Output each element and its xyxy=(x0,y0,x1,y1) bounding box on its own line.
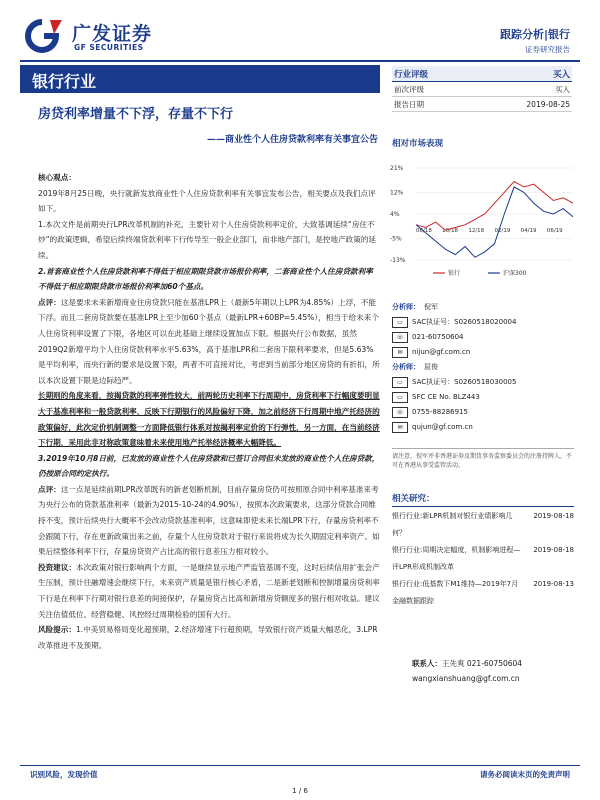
related-item[interactable] xyxy=(392,542,574,576)
report-title: 房贷利率增量不下浮，存量不下行 xyxy=(38,107,234,122)
analyst-2-sac-row xyxy=(392,375,574,390)
contact-email[interactable]: wangxianshuang@gf.com.cn xyxy=(412,674,520,683)
rating-label: 行业评级 xyxy=(394,69,429,80)
related-item-text: 银行行业:新LPR机制对银行业绩影响几何？ xyxy=(392,512,513,537)
date-value: 2019-08-25 xyxy=(526,99,570,109)
analyst-1-sac: SAC执证号：S0260518020004 xyxy=(412,318,517,326)
id-card-icon: ▭ xyxy=(392,377,408,388)
y-tick-label: -5% xyxy=(390,235,402,243)
related-item-date: 2019-08-18 xyxy=(533,546,574,554)
analyst-2-name: 屈俊 xyxy=(424,363,438,371)
analyst-disclaimer: 请注意，倪军并非香港证券及期货事务监察委员会的注册持牌人，不可在香港从事受监管活动。 xyxy=(392,448,574,470)
related-research-list xyxy=(392,508,574,610)
footer-slogan: 识别风险，发现价值 xyxy=(30,770,98,779)
paragraph-9 xyxy=(38,622,380,653)
comment-label-2: 点评： xyxy=(38,484,61,494)
risk-text: 1.中美贸易格局变化超预期，2.经济增速下行超预期，导致银行资产质量大幅恶化，3.LPR改革推进不及预期。 xyxy=(38,625,378,650)
rating-row-date xyxy=(392,97,572,112)
footer-disclaimer: 请务必阅读末页的免责声明 xyxy=(480,770,570,779)
y-tick-label: 12% xyxy=(390,189,404,197)
report-subtype: 证券研究报告 xyxy=(525,45,570,54)
header-divider xyxy=(20,60,580,62)
x-tick-label: 04/19 xyxy=(520,227,537,234)
mail-icon: ✉ xyxy=(392,347,408,358)
analyst-2-tel-row xyxy=(392,405,574,420)
rating-row-prev xyxy=(392,82,572,97)
related-item-date: 2019-08-18 xyxy=(533,512,574,520)
comment-label-1: 点评： xyxy=(38,297,61,307)
analyst-1-name: 倪军 xyxy=(424,303,438,311)
paragraph-8 xyxy=(38,560,380,622)
date-label: 报告日期 xyxy=(394,99,424,109)
mail-icon: ✉ xyxy=(392,422,408,433)
contact-label: 联系人： xyxy=(412,659,442,668)
y-tick-label: 21% xyxy=(390,165,404,172)
related-item-date: 2019-08-13 xyxy=(533,580,574,588)
risk-label: 风险提示： xyxy=(38,625,76,635)
relative-performance-chart xyxy=(388,160,578,282)
phone-icon: ☏ xyxy=(392,332,408,343)
rating-value: 买入 xyxy=(552,69,570,80)
investment-label: 投资建议： xyxy=(38,562,76,572)
prev-rating-value: 买入 xyxy=(555,84,570,94)
contact-block xyxy=(412,656,522,686)
x-tick-label: 02/19 xyxy=(494,227,511,234)
page-number: 1 / 6 xyxy=(292,787,308,795)
paragraph-3: 2.首套商业性个人住房贷款利率不得低于相应期限贷款市场报价利率，二套商业性个人住房贷款利率不得低于相应期限贷款市场报价利率加60个基点。 xyxy=(38,266,373,292)
analyst-1-tel: 021-60750604 xyxy=(412,333,464,341)
related-item-text: 银行行业:周期决定幅度，机制影响进程—评LPR形成机制改革 xyxy=(392,546,521,571)
analyst-1-sac-row xyxy=(392,315,574,330)
analyst-2-sfc-row xyxy=(392,390,574,405)
report-body xyxy=(38,170,380,653)
paragraph-4 xyxy=(38,295,380,389)
report-subtitle: ——商业性个人住房贷款利率有关事宜公告 xyxy=(206,135,378,145)
analyst-2-tel: 0755-88286915 xyxy=(412,408,468,416)
analyst-2-sfc: SFC CE No. BLZ443 xyxy=(412,393,480,401)
legend-label: 银行 xyxy=(448,270,461,277)
analyst-block xyxy=(392,300,574,435)
analyst-1-email-row xyxy=(392,345,574,360)
analyst-2-email[interactable]: qujun@gf.com.cn xyxy=(412,423,473,431)
paragraph-6: 3.2019年10月8日前，已发放的商业性个人住房贷款和已签订合同但未发放的商业性个人住房贷款，仍按原合同约定执行。 xyxy=(38,453,380,479)
analyst-2-name-row xyxy=(392,360,574,375)
phone-icon: ☏ xyxy=(392,407,408,418)
contact-row xyxy=(412,656,522,671)
analyst-2-sac: SAC执证号：S0260518030005 xyxy=(412,378,517,386)
legend-label: 沪深300 xyxy=(503,270,527,277)
contact-name-tel: 王先爽 021-60750604 xyxy=(442,659,523,668)
x-tick-label: 08/18 xyxy=(416,227,432,234)
paragraph-7 xyxy=(38,482,380,560)
analyst-2-email-row xyxy=(392,420,574,435)
logo-text-en: GF SECURITIES xyxy=(74,43,144,52)
footer-divider xyxy=(20,765,580,766)
x-tick-label: 12/18 xyxy=(468,227,485,234)
paragraph-5: 长期则的角度来看，按揭贷款的利率弹性较大，前两轮历史利率下行周期中，房贷利率下行幅度要明显大于基准利率和一般贷款利率，反映下行期银行的风险偏好下降，加之前经济下行周期中地产托经济的政策偏好，此次定价机制调整一方面降低银行体系对按揭利率定价的下行弹性，另一方面，在当前经济下行期，采用此非对称政策意味着未来使用地产托举经济概率大幅降低。 xyxy=(38,391,380,448)
investment-text: 本次政策对银行影响两个方面，一是继续显示地产严监管基调不变，这时后续信用扩张会产生压制，预计往融增速会继续下行，未来资产质量是银行核心矛盾，二是新老划断和控制增量房贷利率下行是在利率下行期对银行息差的间接保护，存量房贷占比高和新增房贷额度多的银行相对收益。建议关注估值低位、经营稳健、风控经过周期检验的国有大行。 xyxy=(38,562,380,619)
analyst-1-email[interactable]: nijun@gf.com.cn xyxy=(412,348,471,356)
comment-text-2: 这一点是延续前期LPR改革既有的新老划断机制，目前存量房贷仍可按照原合同中利率基准来考为央行公布的贷款基准利率（最新为2015-10-24的4.90%），按照本次政策要求，这部分贷款合同维持不变，预计后续央行大概率不会改动贷款基准利率，这意味即使未来长端LPR下行，存量房贷利率不会跟随下行，存在更新政策出来之前，存量个人住房贷款对于银行来说将成为长久期固定利率资产。如果后续整体利率下行，存量房贷资产占比高的银行息差压力相对较小。 xyxy=(38,484,380,557)
x-tick-label: 06/19 xyxy=(546,227,563,234)
paragraph-1: 2019年8月25日晚，央行就新发放商业性个人住房贷款利率有关事宜发布公告，相关要点及我们点评如下。 xyxy=(38,188,376,214)
analyst-2-label: 分析师： xyxy=(392,363,420,371)
id-card-icon: ▭ xyxy=(392,392,408,403)
analyst-1-tel-row xyxy=(392,330,574,345)
related-item[interactable] xyxy=(392,576,574,610)
report-type: 跟踪分析|银行 xyxy=(499,28,570,41)
related-item[interactable] xyxy=(392,508,574,542)
related-item-text: 银行行业:低基数下M1维持—2019年7月金融数据跟踪 xyxy=(392,580,519,605)
series-line-bank xyxy=(416,182,573,231)
id-card-icon: ▭ xyxy=(392,317,408,328)
y-tick-label: 4% xyxy=(390,211,400,218)
gf-logo-icon xyxy=(20,18,64,54)
x-tick-label: 10/18 xyxy=(442,227,459,234)
rating-table xyxy=(392,66,572,112)
performance-title: 相对市场表现 xyxy=(392,139,444,149)
related-research-title: 相关研究： xyxy=(392,492,574,507)
prev-rating-label: 前次评级 xyxy=(394,84,424,94)
logo-text-cn: 广发证券 xyxy=(72,23,153,45)
core-points-heading: 核心观点： xyxy=(38,173,76,182)
y-tick-label: -13% xyxy=(390,257,406,264)
analyst-1-label: 分析师： xyxy=(392,303,420,311)
analyst-1-name-row xyxy=(392,300,574,315)
paragraph-2: 1.本次文件是前期央行LPR改革机制的补充，主要针对个人住房贷款利率定价，大致基调延续“房住不炒”的政策逻辑，希望后续终端贷款利率下行传导至一般企业部门，而非地产部门，是控地产政策的延续。 xyxy=(38,219,377,260)
comment-text-1: 这是要求未来新增商业住房贷款只能在基准LPR上（最新5年期以上LPR为4.85%）上浮，不能下浮。而且二套房贷款要在基准LPR上至少加60个基点（最新LPR+60BP=5.45%），相当于给未来个人住房贷利率设置了下限，各地区可以在此基础上继续设置加点下限。根据央行公布数据，虽然2019Q2新增平均个人住房贷款利率水平5.63%，高于基准LPR和二套房下限利率要求，但是5.63%是平均利率，而央行新的要求是设置下限，两者不可直接对比，考虑到当前部分地区房贷的有折扣，所以本次设置下限是边际趋严。 xyxy=(38,297,380,385)
industry-band: 银行行业 xyxy=(20,65,380,93)
rating-row-current xyxy=(392,66,572,82)
